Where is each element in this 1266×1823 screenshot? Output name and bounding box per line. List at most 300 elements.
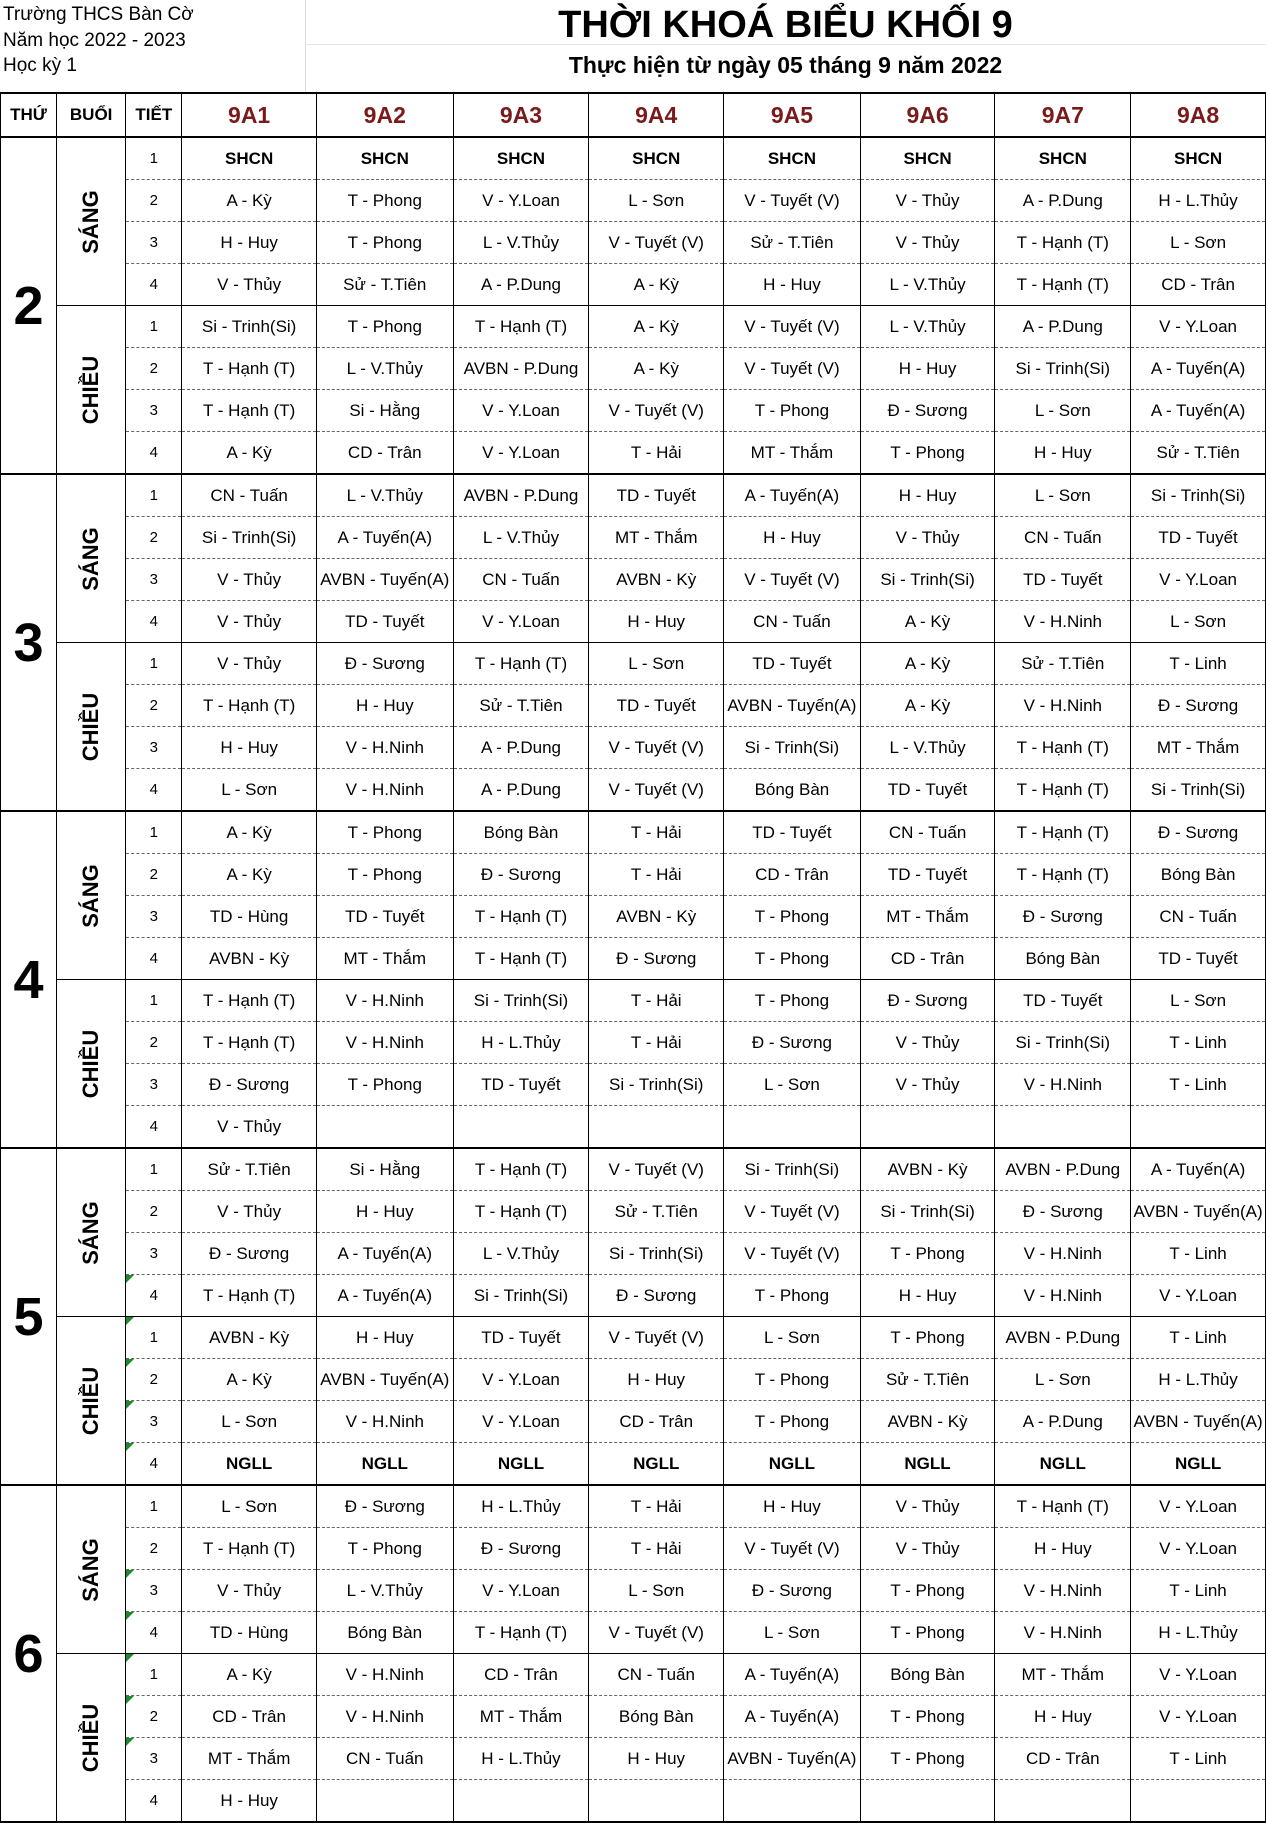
period-number: 3 [126,559,182,601]
lesson-cell: Sử - T.Tiên [589,1191,724,1233]
lesson-cell: V - H.Ninh [316,727,453,769]
period-number: 2 [126,685,182,727]
period-column-header: TIẾT [126,93,182,137]
table-row [1,1106,1266,1149]
lesson-cell: H - L.Thủy [453,1738,589,1780]
lesson-cell: MT - Thắm [316,938,453,980]
session-label [56,1148,125,1317]
lesson-cell: T - Phong [316,306,453,348]
lesson-cell: T - Phong [860,1317,995,1359]
lesson-cell: V - Tuyết (V) [724,306,861,348]
lesson-cell: V - Thủy [182,1570,317,1612]
lesson-cell: T - Hạnh (T) [995,727,1131,769]
period-number: 4 [126,769,182,812]
period-number: 1 [126,306,182,348]
lesson-cell: H - Huy [995,432,1131,475]
lesson-cell: TD - Tuyết [1131,517,1266,559]
lesson-cell: NGLL [995,1443,1131,1486]
session-label [56,1485,125,1654]
lesson-cell: V - Y.Loan [1131,559,1266,601]
lesson-cell: A - Kỳ [860,601,995,643]
period-number: 3 [126,1570,182,1612]
lesson-cell: TD - Hùng [182,1612,317,1654]
lesson-cell: H - Huy [724,1485,861,1528]
lesson-cell [860,1106,995,1149]
lesson-cell: V - H.Ninh [995,1275,1131,1317]
lesson-cell: V - Y.Loan [1131,1696,1266,1738]
lesson-cell: AVBN - Tuyến(A) [316,1359,453,1401]
lesson-cell: A - Tuyến(A) [1131,348,1266,390]
table-row [1,685,1266,727]
lesson-cell: Bóng Bàn [1131,854,1266,896]
period-number: 2 [126,1359,182,1401]
lesson-cell: TD - Tuyết [1131,938,1266,980]
lesson-cell: SHCN [453,137,589,180]
lesson-cell: L - Sơn [995,474,1131,517]
lesson-cell: V - Y.Loan [453,1359,589,1401]
period-number: 3 [126,390,182,432]
lesson-cell: A - Kỳ [182,180,317,222]
lesson-cell: T - Linh [1131,1064,1266,1106]
lesson-cell: H - Huy [182,1780,317,1823]
lesson-cell: T - Phong [860,432,995,475]
lesson-cell: V - Thủy [860,1064,995,1106]
lesson-cell: A - Kỳ [589,306,724,348]
period-number: 3 [126,222,182,264]
lesson-cell: Si - Trinh(Si) [589,1064,724,1106]
lesson-cell: CD - Trân [1131,264,1266,306]
lesson-cell: Si - Trinh(Si) [453,980,589,1022]
table-row [1,896,1266,938]
period-number: 4 [126,1443,182,1486]
table-row [1,348,1266,390]
table-row [1,1528,1266,1570]
school-year: Năm học 2022 - 2023 [3,29,186,51]
lesson-cell: V - Thủy [860,1528,995,1570]
lesson-cell: MT - Thắm [724,432,861,475]
lesson-cell: L - Sơn [182,769,317,812]
lesson-cell: T - Hạnh (T) [453,1148,589,1191]
lesson-cell: H - Huy [589,601,724,643]
lesson-cell: Đ - Sương [453,854,589,896]
lesson-cell: Bóng Bàn [453,811,589,854]
period-number: 3 [126,1233,182,1275]
session-label-text: CHIỀU [78,355,104,424]
lesson-cell: V - Y.Loan [453,1570,589,1612]
lesson-cell: Đ - Sương [1131,685,1266,727]
lesson-cell: L - V.Thủy [860,727,995,769]
lesson-cell: TD - Tuyết [589,685,724,727]
class-header: 9A5 [724,93,861,137]
period-number: 4 [126,1612,182,1654]
period-number: 2 [126,1696,182,1738]
lesson-cell: T - Hạnh (T) [182,1022,317,1064]
table-row [1,811,1266,854]
lesson-cell: T - Linh [1131,1233,1266,1275]
lesson-cell: A - Kỳ [182,811,317,854]
lesson-cell: V - Thủy [860,1022,995,1064]
lesson-cell: AVBN - P.Dung [995,1148,1131,1191]
lesson-cell: T - Hạnh (T) [453,306,589,348]
lesson-cell: H - Huy [316,1317,453,1359]
lesson-cell: T - Hạnh (T) [995,264,1131,306]
lesson-cell: V - Tuyết (V) [589,727,724,769]
lesson-cell: Bóng Bàn [589,1696,724,1738]
session-label [56,1654,125,1823]
lesson-cell: V - Tuyết (V) [724,1233,861,1275]
lesson-cell: CN - Tuấn [453,559,589,601]
session-label [56,980,125,1149]
lesson-cell: V - Y.Loan [453,180,589,222]
lesson-cell: Si - Trinh(Si) [1131,474,1266,517]
class-header: 9A3 [453,93,589,137]
lesson-cell: L - Sơn [995,1359,1131,1401]
table-row [1,390,1266,432]
lesson-cell: TD - Tuyết [453,1064,589,1106]
table-row [1,432,1266,475]
lesson-cell: L - Sơn [724,1317,861,1359]
period-number: 2 [126,348,182,390]
table-row [1,180,1266,222]
lesson-cell: CN - Tuấn [316,1738,453,1780]
lesson-cell: V - Tuyết (V) [589,1317,724,1359]
lesson-cell: Sử - T.Tiên [453,685,589,727]
lesson-cell: V - Y.Loan [453,432,589,475]
class-header: 9A8 [1131,93,1266,137]
lesson-cell: Bóng Bàn [724,769,861,812]
lesson-cell: T - Hải [589,1485,724,1528]
period-number: 1 [126,1148,182,1191]
lesson-cell: V - Y.Loan [1131,306,1266,348]
lesson-cell: Đ - Sương [995,1191,1131,1233]
day-label: 5 [1,1148,57,1485]
lesson-cell: CN - Tuấn [589,1654,724,1696]
class-header: 9A4 [589,93,724,137]
lesson-cell: V - H.Ninh [316,1401,453,1443]
lesson-cell: Sử - T.Tiên [1131,432,1266,475]
table-row [1,222,1266,264]
lesson-cell: T - Hạnh (T) [453,938,589,980]
lesson-cell: TD - Tuyết [453,1317,589,1359]
lesson-cell: Sử - T.Tiên [860,1359,995,1401]
lesson-cell: V - Tuyết (V) [589,1148,724,1191]
lesson-cell: H - Huy [860,1275,995,1317]
lesson-cell: L - V.Thủy [316,348,453,390]
lesson-cell: CN - Tuấn [724,601,861,643]
lesson-cell [453,1106,589,1149]
lesson-cell: V - Tuyết (V) [724,1528,861,1570]
lesson-cell: AVBN - P.Dung [453,348,589,390]
lesson-cell: AVBN - Tuyến(A) [724,1738,861,1780]
lesson-cell: T - Linh [1131,1738,1266,1780]
lesson-cell: T - Hạnh (T) [182,348,317,390]
lesson-cell [589,1106,724,1149]
lesson-cell: AVBN - Kỳ [589,896,724,938]
lesson-cell [316,1106,453,1149]
lesson-cell: V - H.Ninh [316,1022,453,1064]
lesson-cell: SHCN [724,137,861,180]
session-label [56,137,125,306]
lesson-cell: CN - Tuấn [182,474,317,517]
lesson-cell: V - H.Ninh [316,1696,453,1738]
school-name: Trường THCS Bàn Cờ [3,4,194,25]
session-label-text: CHIỀU [78,1029,104,1098]
lesson-cell: A - Kỳ [589,348,724,390]
lesson-cell: T - Phong [724,1401,861,1443]
table-row [1,1570,1266,1612]
lesson-cell: CD - Trân [453,1654,589,1696]
lesson-cell: AVBN - Tuyến(A) [1131,1401,1266,1443]
table-row [1,559,1266,601]
lesson-cell: Đ - Sương [589,938,724,980]
session-label-text: CHIỀU [78,1366,104,1435]
page-subtitle: Thực hiện từ ngày 05 tháng 9 năm 2022 [568,52,1003,78]
lesson-cell: MT - Thắm [1131,727,1266,769]
lesson-cell: V - Tuyết (V) [589,222,724,264]
lesson-cell: T - Phong [860,1612,995,1654]
lesson-cell: Đ - Sương [724,1570,861,1612]
period-number: 2 [126,1528,182,1570]
lesson-cell: A - Kỳ [589,264,724,306]
lesson-cell: CN - Tuấn [860,811,995,854]
lesson-cell: V - H.Ninh [995,601,1131,643]
lesson-cell: V - Tuyết (V) [724,348,861,390]
table-row [1,1612,1266,1654]
lesson-cell: T - Phong [316,854,453,896]
lesson-cell: V - Y.Loan [1131,1654,1266,1696]
lesson-cell: AVBN - Kỳ [589,559,724,601]
lesson-cell: L - Sơn [1131,601,1266,643]
lesson-cell: L - Sơn [724,1064,861,1106]
period-number: 3 [126,1401,182,1443]
period-number: 4 [126,1106,182,1149]
session-label [56,643,125,812]
lesson-cell: Đ - Sương [860,980,995,1022]
lesson-cell: TD - Tuyết [995,980,1131,1022]
lesson-cell: Si - Trinh(Si) [182,306,317,348]
lesson-cell: AVBN - Tuyến(A) [1131,1191,1266,1233]
lesson-cell: V - Thủy [182,1106,317,1149]
session-label [56,811,125,980]
comment-marker-icon [126,1359,134,1367]
lesson-cell: H - Huy [860,474,995,517]
lesson-cell: Si - Trinh(Si) [860,559,995,601]
lesson-cell: T - Phong [860,1233,995,1275]
lesson-cell: T - Phong [724,1359,861,1401]
lesson-cell: AVBN - Kỳ [860,1401,995,1443]
lesson-cell: A - Tuyến(A) [316,517,453,559]
table-row [1,1443,1266,1486]
lesson-cell: T - Phong [724,938,861,980]
comment-marker-icon [126,1696,134,1704]
lesson-cell: L - Sơn [1131,980,1266,1022]
period-number: 4 [126,601,182,643]
lesson-cell: H - L.Thủy [1131,180,1266,222]
table-row [1,1696,1266,1738]
class-header: 9A2 [316,93,453,137]
lesson-cell: V - H.Ninh [316,980,453,1022]
lesson-cell: H - Huy [860,348,995,390]
lesson-cell: V - Tuyết (V) [589,1612,724,1654]
lesson-cell: A - Kỳ [182,1359,317,1401]
lesson-cell: Si - Trinh(Si) [453,1275,589,1317]
day-label: 3 [1,474,57,811]
lesson-cell: T - Hải [589,854,724,896]
lesson-cell: Bóng Bàn [316,1612,453,1654]
lesson-cell: SHCN [1131,137,1266,180]
lesson-cell: A - P.Dung [995,180,1131,222]
lesson-cell: Si - Trinh(Si) [1131,769,1266,812]
lesson-cell: H - Huy [316,1191,453,1233]
lesson-cell: AVBN - Tuyến(A) [724,685,861,727]
lesson-cell: Đ - Sương [453,1528,589,1570]
lesson-cell: T - Hải [589,1022,724,1064]
lesson-cell: Si - Trinh(Si) [724,727,861,769]
lesson-cell: H - L.Thủy [453,1485,589,1528]
lesson-cell: TD - Hùng [182,896,317,938]
lesson-cell: CD - Trân [860,938,995,980]
lesson-cell: L - V.Thủy [860,306,995,348]
lesson-cell: AVBN - Kỳ [182,1317,317,1359]
lesson-cell: TD - Tuyết [724,643,861,685]
lesson-cell: AVBN - Tuyến(A) [316,559,453,601]
lesson-cell: NGLL [182,1443,317,1486]
lesson-cell: AVBN - Kỳ [182,938,317,980]
lesson-cell: Đ - Sương [182,1233,317,1275]
lesson-cell: V - Thủy [860,517,995,559]
lesson-cell: Sử - T.Tiên [724,222,861,264]
lesson-cell: V - H.Ninh [995,1064,1131,1106]
lesson-cell: V - Thủy [182,601,317,643]
lesson-cell: T - Phong [860,1696,995,1738]
lesson-cell [995,1106,1131,1149]
lesson-cell: A - Kỳ [182,1654,317,1696]
lesson-cell: V - Tuyết (V) [724,1191,861,1233]
table-row [1,1191,1266,1233]
lesson-cell: L - Sơn [182,1401,317,1443]
period-number: 1 [126,811,182,854]
lesson-cell: AVBN - P.Dung [453,474,589,517]
period-number: 4 [126,432,182,475]
lesson-cell: Si - Trinh(Si) [995,1022,1131,1064]
lesson-cell: L - Sơn [724,1612,861,1654]
lesson-cell: H - Huy [724,264,861,306]
lesson-cell: Si - Trinh(Si) [860,1191,995,1233]
lesson-cell: T - Hạnh (T) [995,854,1131,896]
lesson-cell: NGLL [860,1443,995,1486]
lesson-cell: AVBN - Kỳ [860,1148,995,1191]
lesson-cell: V - Y.Loan [453,1401,589,1443]
lesson-cell: H - Huy [589,1738,724,1780]
session-label-text: SÁNG [78,1537,104,1602]
lesson-cell: V - H.Ninh [995,1233,1131,1275]
lesson-cell: A - P.Dung [453,727,589,769]
lesson-cell: Đ - Sương [316,643,453,685]
lesson-cell: T - Linh [1131,643,1266,685]
lesson-cell: V - Tuyết (V) [724,180,861,222]
lesson-cell: L - Sơn [1131,222,1266,264]
day-label: 6 [1,1485,57,1822]
title-rule [305,44,1266,45]
table-row [1,769,1266,812]
lesson-cell: A - P.Dung [453,264,589,306]
header-row [1,93,1266,137]
lesson-cell: TD - Tuyết [589,474,724,517]
lesson-cell: A - Kỳ [182,432,317,475]
lesson-cell: TD - Tuyết [724,811,861,854]
lesson-cell: NGLL [453,1443,589,1486]
table-row [1,1148,1266,1191]
period-number: 1 [126,643,182,685]
lesson-cell: Đ - Sương [182,1064,317,1106]
lesson-cell: L - V.Thủy [316,474,453,517]
session-label-text: SÁNG [78,863,104,928]
lesson-cell: T - Hạnh (T) [182,1275,317,1317]
lesson-cell: A - Tuyến(A) [1131,1148,1266,1191]
comment-marker-icon [126,1317,134,1325]
lesson-cell: CN - Tuấn [1131,896,1266,938]
period-number: 1 [126,1654,182,1696]
lesson-cell: T - Hạnh (T) [453,1612,589,1654]
lesson-cell: V - Tuyết (V) [724,559,861,601]
table-row [1,1401,1266,1443]
timetable-grid [0,92,1266,1823]
lesson-cell: A - Kỳ [182,854,317,896]
lesson-cell: V - Thủy [182,559,317,601]
lesson-cell: T - Phong [316,222,453,264]
lesson-cell: T - Hải [589,432,724,475]
lesson-cell: V - Thủy [182,1191,317,1233]
session-label-text: SÁNG [78,526,104,591]
lesson-cell: A - Tuyến(A) [1131,390,1266,432]
session-label [56,474,125,643]
lesson-cell: Si - Trinh(Si) [589,1233,724,1275]
session-label-text: SÁNG [78,189,104,254]
lesson-cell: L - Sơn [995,390,1131,432]
period-number: 4 [126,938,182,980]
class-header: 9A7 [995,93,1131,137]
lesson-cell: A - Tuyến(A) [724,1654,861,1696]
comment-marker-icon [126,1275,134,1283]
session-label-text: CHIỀU [78,1703,104,1772]
lesson-cell: CD - Trân [995,1738,1131,1780]
lesson-cell: L - Sơn [182,1485,317,1528]
lesson-cell: Bóng Bàn [995,938,1131,980]
lesson-cell: V - Y.Loan [1131,1485,1266,1528]
day-column-header: THỨ [1,93,57,137]
table-row [1,1654,1266,1696]
lesson-cell: H - Huy [995,1696,1131,1738]
lesson-cell: H - Huy [182,727,317,769]
lesson-cell: Si - Trinh(Si) [182,517,317,559]
table-row [1,1359,1266,1401]
lesson-cell: T - Phong [316,811,453,854]
comment-marker-icon [126,1654,134,1662]
lesson-cell: A - P.Dung [995,306,1131,348]
lesson-cell: V - Y.Loan [453,601,589,643]
period-number: 3 [126,1064,182,1106]
lesson-cell: T - Hạnh (T) [453,643,589,685]
lesson-cell: A - Kỳ [860,643,995,685]
period-number: 1 [126,474,182,517]
class-header: 9A1 [182,93,317,137]
lesson-cell: V - Thủy [182,643,317,685]
lesson-cell: V - Thủy [860,1485,995,1528]
period-number: 2 [126,1022,182,1064]
lesson-cell: SHCN [589,137,724,180]
table-row [1,1317,1266,1359]
lesson-cell: H - L.Thủy [453,1022,589,1064]
